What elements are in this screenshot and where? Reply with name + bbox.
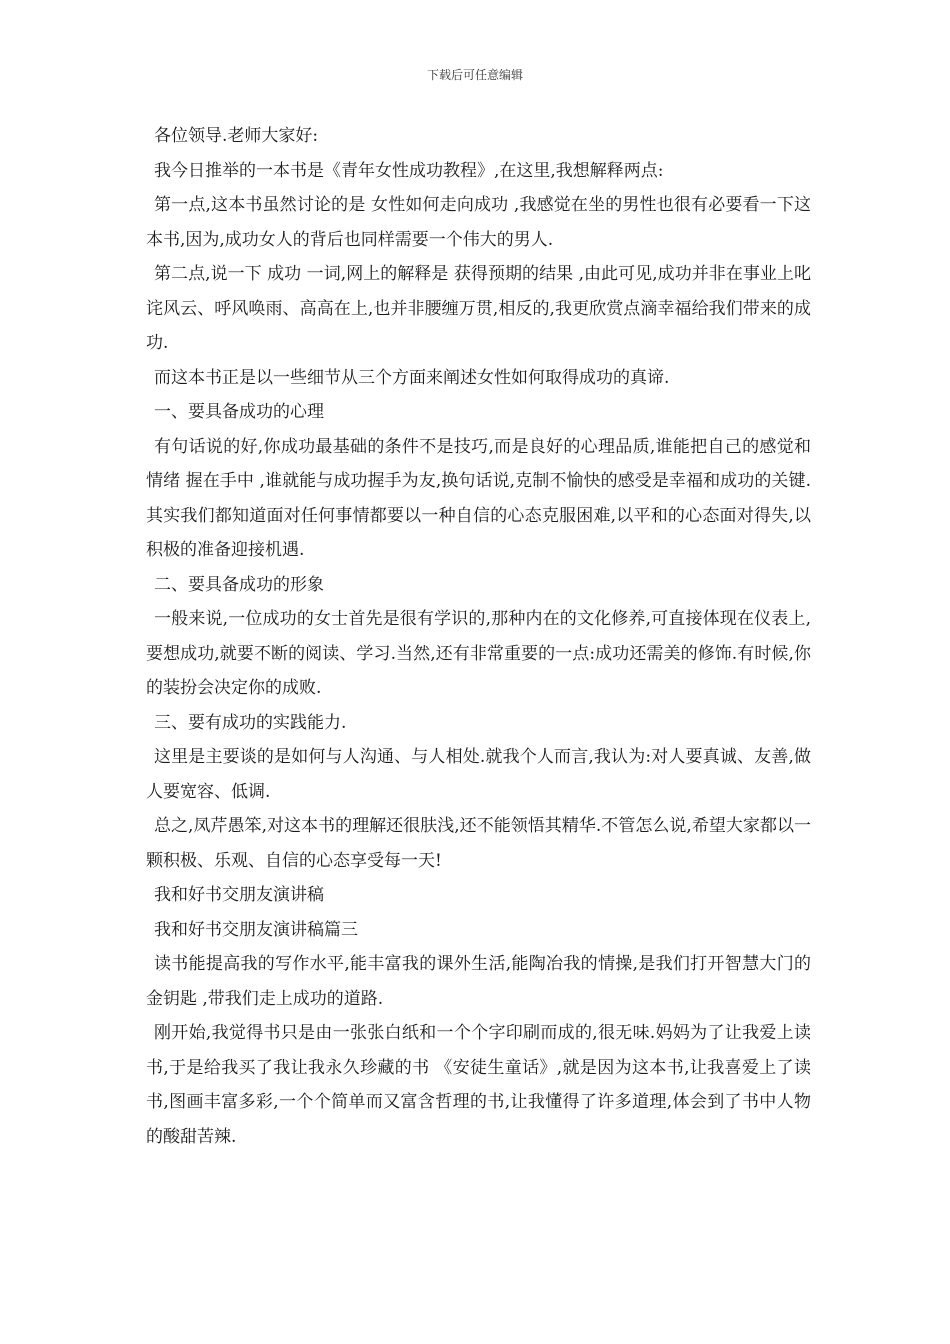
page-header: 下载后可任意编辑 bbox=[426, 68, 523, 82]
paragraph-point-one: 第一点,这本书虽然讨论的是 女性如何走向成功 ,我感觉在坐的男性也很有必要看一下这本书,因为,成功女人的背后也同样需要一个伟大的男人. bbox=[146, 195, 811, 250]
section-heading-psychology: 一、要具备成功的心理 bbox=[154, 402, 324, 422]
section-heading-image: 二、要具备成功的形象 bbox=[154, 574, 324, 595]
paragraph-image: 一般来说,一位成功的女士首先是很有学识的,那种内在的文化修养,可直接体现在仪表上,要想成功,就要不断的阅读、学习.当然,还有非常重要的一点:成功还需美的修饰.有时候,你的装扮会决定你的成败. bbox=[146, 609, 811, 698]
paragraph-three-aspects: 而这本书正是以一些细节从三个方面来阐述女性如何取得成功的真谛. bbox=[154, 367, 670, 388]
paragraph-psychology: 有句话说的好,你成功最基础的条件不是技巧,而是良好的心理品质,谁能把自己的感觉和情绪 握在手中 ,谁就能与成功握手为友,换句话说,克制不愉快的感受是幸福和成功的关键.其实我们都知道面对任何事情都要以一种自信的心态克服困难,以平和的心态面对得失,以积极的准备迎接机遇. bbox=[146, 436, 811, 560]
paragraph-reading-story: 刚开始,我觉得书只是由一张张白纸和一个个字印刷而成的,很无味.妈妈为了让我爱上读书,于是给我买了我让我永久珍藏的书 《安徒生童话》,就是因为这本书,让我喜爱上了读书,图画丰富多彩,一个个简单而又富含哲理的书,让我懂得了许多道理,体会到了书中人物的酸甜苦辣. bbox=[146, 1023, 811, 1147]
greeting: 各位领导.老师大家好: bbox=[154, 126, 319, 146]
section-heading-practice: 三、要有成功的实践能力. bbox=[154, 712, 347, 733]
paragraph-practice: 这里是主要谈的是如何与人沟通、与人相处.就我个人而言,我认为:对人要真诚、友善,做人要宽容、低调. bbox=[146, 747, 811, 802]
paragraph-reading-benefits: 读书能提高我的写作水平,能丰富我的课外生活,能陶冶我的情操,是我们打开智慧大门的 金钥匙 ,带我们走上成功的道路. bbox=[146, 954, 811, 1009]
speech-title: 我和好书交朋友演讲稿 bbox=[154, 885, 324, 905]
document-body bbox=[146, 119, 811, 1154]
speech-subtitle: 我和好书交朋友演讲稿篇三 bbox=[154, 919, 358, 940]
paragraph-point-two: 第二点,说一下 成功 一词,网上的解释是 获得预期的结果 ,由此可见,成功并非在事业上叱诧风云、呼风唤雨、高高在上,也并非腰缠万贯,相反的,我更欣赏点滴幸福给我们带来的成功. bbox=[146, 264, 811, 353]
paragraph-intro: 我今日推举的一本书是《青年女性成功教程》,在这里,我想解释两点: bbox=[154, 160, 664, 181]
paragraph-conclusion: 总之,凤芹愚笨,对这本书的理解还很肤浅,还不能领悟其精华.不管怎么说,希望大家都以一颗积极、乐观、自信的心态享受每一天! bbox=[146, 816, 811, 871]
